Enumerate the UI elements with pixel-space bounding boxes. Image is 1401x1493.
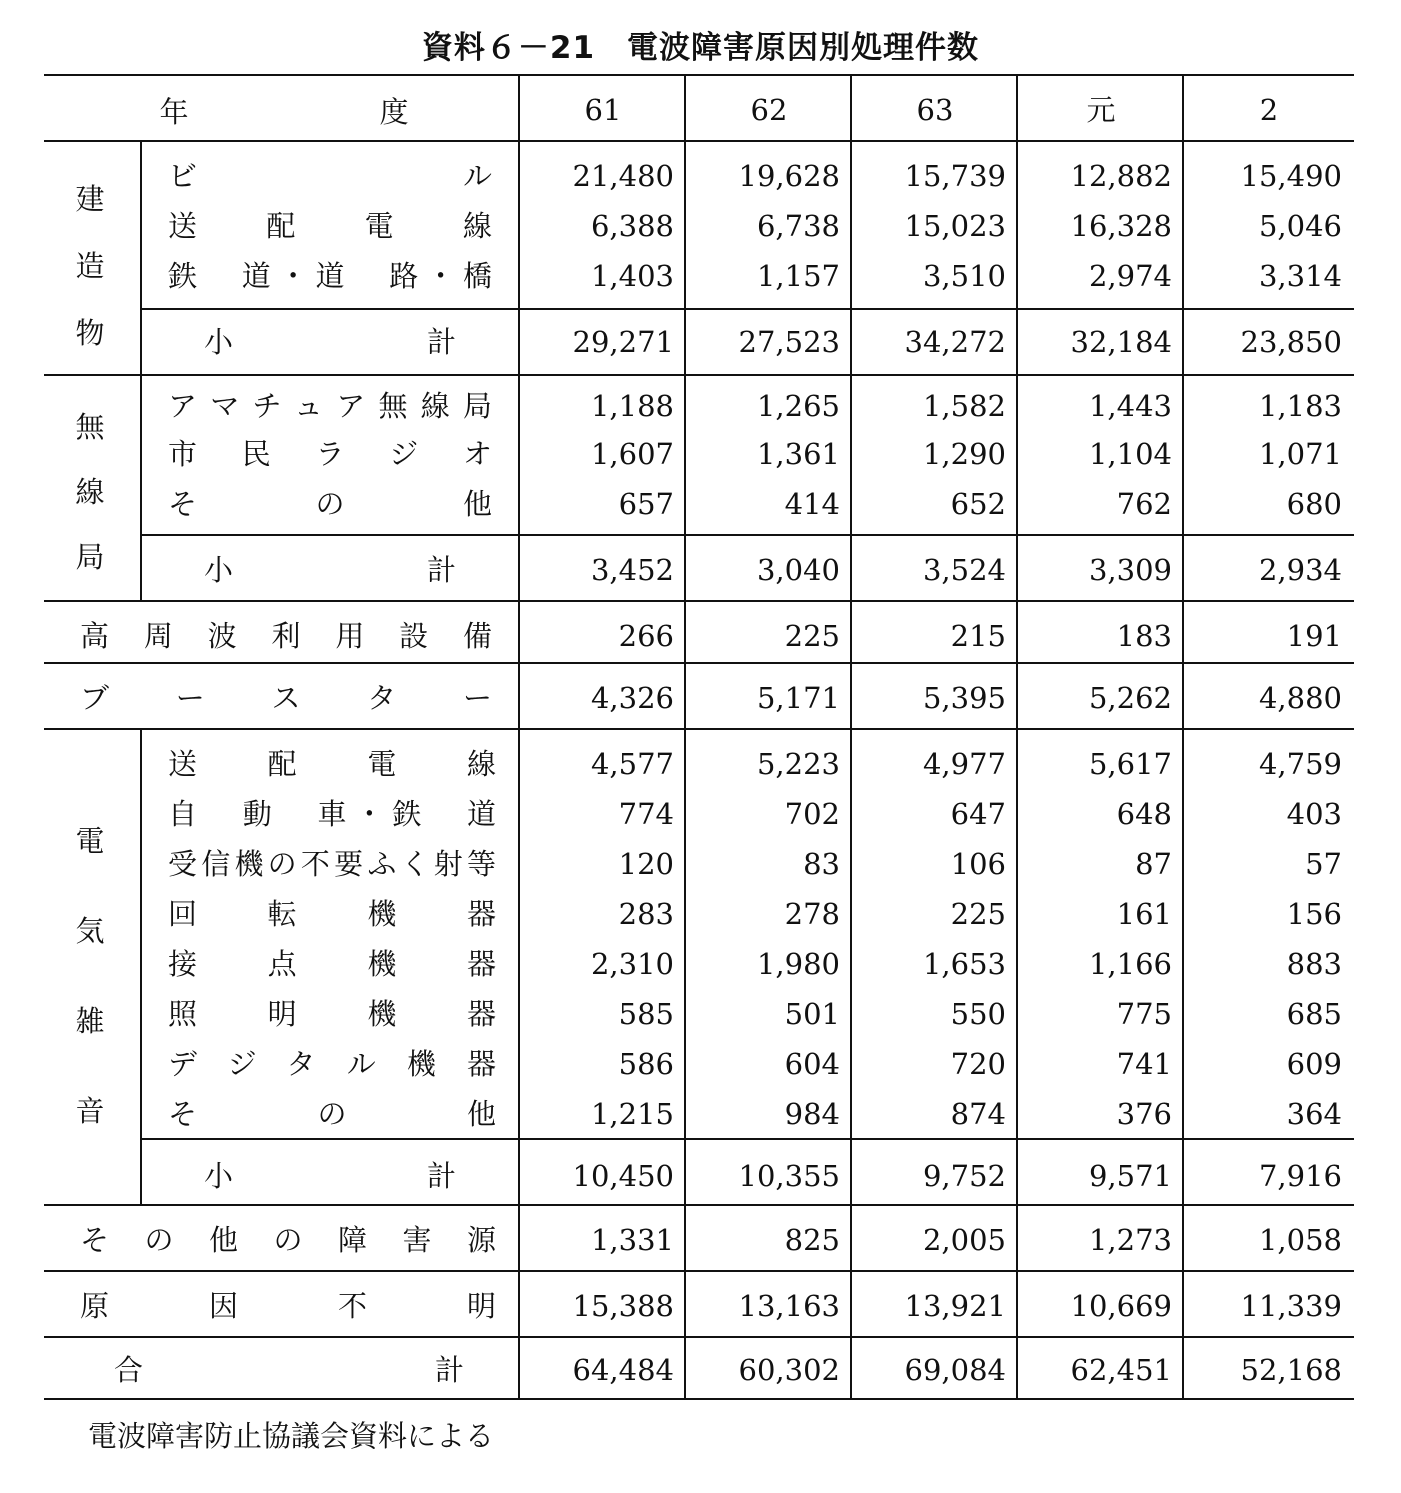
- row-label: 小 計: [204, 553, 456, 587]
- value-cell: 5,617: [1088, 747, 1172, 781]
- value-cell: 657: [618, 487, 674, 521]
- value-cell: 1,582: [922, 389, 1006, 423]
- value-cell: 648: [1116, 797, 1172, 831]
- group-label-char: 建: [75, 182, 105, 217]
- value-cell: 3,524: [922, 553, 1006, 587]
- value-cell: 57: [1305, 847, 1342, 881]
- value-cell: 609: [1286, 1047, 1342, 1081]
- row-label: 自 動 車・鉄 道: [168, 797, 496, 831]
- value-cell: 2,310: [590, 947, 674, 981]
- value-cell: 27,523: [738, 325, 840, 359]
- value-cell: 720: [950, 1047, 1006, 1081]
- value-cell: 64,484: [572, 1353, 674, 1387]
- value-cell: 550: [950, 997, 1006, 1031]
- value-cell: 9,571: [1088, 1159, 1172, 1193]
- rule-line: [44, 1270, 1354, 1272]
- value-cell: 1,653: [922, 947, 1006, 981]
- value-cell: 6,738: [756, 209, 840, 243]
- value-cell: 501: [784, 997, 840, 1031]
- value-cell: 52,168: [1240, 1353, 1342, 1387]
- rule-line: [140, 534, 1354, 536]
- value-cell: 984: [784, 1097, 840, 1131]
- value-cell: 5,262: [1088, 681, 1172, 715]
- value-cell: 10,450: [572, 1159, 674, 1193]
- value-cell: 364: [1286, 1097, 1342, 1131]
- row-label: 市 民 ラ ジ オ: [168, 437, 492, 471]
- value-cell: 3,040: [756, 553, 840, 587]
- group-label-char: 造: [75, 248, 105, 283]
- value-cell: 4,977: [922, 747, 1006, 781]
- data-table: [44, 74, 1354, 1400]
- value-cell: 225: [950, 897, 1006, 931]
- column-line: [1016, 76, 1018, 1398]
- value-cell: 1,443: [1088, 389, 1172, 423]
- value-cell: 21,480: [572, 159, 674, 193]
- value-cell: 2,974: [1088, 259, 1172, 293]
- value-cell: 3,510: [922, 259, 1006, 293]
- value-cell: 1,331: [590, 1223, 674, 1257]
- value-cell: 414: [784, 487, 840, 521]
- value-cell: 278: [784, 897, 840, 931]
- group-label: [70, 796, 110, 1156]
- value-cell: 225: [784, 619, 840, 653]
- value-cell: 10,669: [1070, 1289, 1172, 1323]
- group-label-char: 音: [75, 1094, 105, 1128]
- value-cell: 5,395: [922, 681, 1006, 715]
- value-cell: 10,355: [738, 1159, 840, 1193]
- group-label-char: 線: [75, 474, 105, 509]
- row-label: そ の 他: [168, 487, 492, 521]
- value-cell: 1,166: [1088, 947, 1172, 981]
- header-year: 2: [1259, 93, 1279, 127]
- header-year: 62: [750, 93, 788, 127]
- value-cell: 702: [784, 797, 840, 831]
- value-cell: 585: [618, 997, 674, 1031]
- value-cell: 12,882: [1070, 159, 1172, 193]
- value-cell: 4,326: [590, 681, 674, 715]
- value-cell: 266: [618, 619, 674, 653]
- column-line: [518, 76, 520, 1398]
- column-line: [1182, 76, 1184, 1398]
- column-line: [140, 374, 142, 600]
- value-cell: 183: [1116, 619, 1172, 653]
- row-label: 高周波利用設備: [80, 619, 492, 653]
- group-label-char: 物: [75, 315, 105, 350]
- value-cell: 1,361: [756, 437, 840, 471]
- value-cell: 3,314: [1258, 259, 1342, 293]
- value-cell: 4,759: [1258, 747, 1342, 781]
- rule-line: [44, 140, 1354, 142]
- value-cell: 29,271: [572, 325, 674, 359]
- group-label-char: 気: [75, 914, 105, 948]
- value-cell: 13,921: [904, 1289, 1006, 1323]
- value-cell: 762: [1116, 487, 1172, 521]
- value-cell: 1,273: [1088, 1223, 1172, 1257]
- value-cell: 6,388: [590, 209, 674, 243]
- row-label: 接 点 機 器: [168, 947, 496, 981]
- value-cell: 15,388: [572, 1289, 674, 1323]
- group-label-char: 電: [75, 824, 105, 858]
- row-label: 原 因 不 明: [80, 1289, 496, 1323]
- value-cell: 3,452: [590, 553, 674, 587]
- group-label: [70, 394, 110, 590]
- value-cell: 87: [1135, 847, 1172, 881]
- value-cell: 215: [950, 619, 1006, 653]
- value-cell: 1,157: [756, 259, 840, 293]
- value-cell: 604: [784, 1047, 840, 1081]
- column-line: [140, 140, 142, 374]
- value-cell: 1,215: [590, 1097, 674, 1131]
- value-cell: 16,328: [1070, 209, 1172, 243]
- value-cell: 1,265: [756, 389, 840, 423]
- value-cell: 23,850: [1240, 325, 1342, 359]
- value-cell: 647: [950, 797, 1006, 831]
- value-cell: 1,071: [1258, 437, 1342, 471]
- group-label: [70, 166, 110, 366]
- value-cell: 741: [1116, 1047, 1172, 1081]
- rule-line: [44, 1336, 1354, 1338]
- value-cell: 15,023: [904, 209, 1006, 243]
- value-cell: 69,084: [904, 1353, 1006, 1387]
- row-label: 照 明 機 器: [168, 997, 496, 1031]
- value-cell: 2,934: [1258, 553, 1342, 587]
- value-cell: 376: [1116, 1097, 1172, 1131]
- value-cell: 652: [950, 487, 1006, 521]
- header-year: 63: [916, 93, 954, 127]
- value-cell: 1,980: [756, 947, 840, 981]
- row-label: 合 計: [114, 1353, 464, 1387]
- row-label: そ の 他: [168, 1097, 496, 1131]
- value-cell: 13,163: [738, 1289, 840, 1323]
- value-cell: 1,058: [1258, 1223, 1342, 1257]
- value-cell: 34,272: [904, 325, 1006, 359]
- value-cell: 106: [950, 847, 1006, 881]
- rule-line: [140, 308, 1354, 310]
- rule-line: [44, 600, 1354, 602]
- row-label: ビ ル: [168, 159, 492, 193]
- row-label: 小 計: [204, 325, 456, 359]
- value-cell: 1,104: [1088, 437, 1172, 471]
- row-label: 送 配 電 線: [168, 747, 496, 781]
- value-cell: 3,309: [1088, 553, 1172, 587]
- value-cell: 1,188: [590, 389, 674, 423]
- value-cell: 62,451: [1070, 1353, 1172, 1387]
- row-label: 受信機の不要ふく射等: [168, 847, 496, 881]
- value-cell: 4,577: [590, 747, 674, 781]
- group-label-char: 雑: [75, 1004, 105, 1038]
- footnote: 電波障害防止協議会資料による: [88, 1419, 495, 1453]
- row-label: 回 転 機 器: [168, 897, 496, 931]
- value-cell: 5,223: [756, 747, 840, 781]
- value-cell: 5,046: [1258, 209, 1342, 243]
- page-title: 資料６－21 電波障害原因別処理件数: [421, 30, 980, 66]
- header-year-label: 年: [159, 95, 189, 129]
- group-label-char: 無: [75, 409, 105, 444]
- value-cell: 2,005: [922, 1223, 1006, 1257]
- row-label: デジタル機器: [168, 1047, 496, 1081]
- value-cell: 156: [1286, 897, 1342, 931]
- value-cell: 883: [1286, 947, 1342, 981]
- rule-line: [140, 1138, 1354, 1140]
- value-cell: 1,183: [1258, 389, 1342, 423]
- value-cell: 403: [1286, 797, 1342, 831]
- value-cell: 161: [1116, 897, 1172, 931]
- column-line: [684, 76, 686, 1398]
- value-cell: 680: [1286, 487, 1342, 521]
- value-cell: 15,739: [904, 159, 1006, 193]
- value-cell: 191: [1286, 619, 1342, 653]
- header-year: 61: [584, 93, 622, 127]
- value-cell: 1,403: [590, 259, 674, 293]
- header-year: 元: [1086, 93, 1116, 127]
- value-cell: 60,302: [738, 1353, 840, 1387]
- rule-line: [44, 662, 1354, 664]
- value-cell: 1,290: [922, 437, 1006, 471]
- value-cell: 874: [950, 1097, 1006, 1131]
- value-cell: 5,171: [756, 681, 840, 715]
- row-label: 送 配 電 線: [168, 209, 492, 243]
- rule-line: [44, 728, 1354, 730]
- column-line: [850, 76, 852, 1398]
- value-cell: 586: [618, 1047, 674, 1081]
- row-label: 鉄 道・道 路・橋: [168, 259, 492, 293]
- rule-line: [44, 1204, 1354, 1206]
- value-cell: 283: [618, 897, 674, 931]
- row-label: 小 計: [204, 1159, 456, 1193]
- value-cell: 32,184: [1070, 325, 1172, 359]
- value-cell: 9,752: [922, 1159, 1006, 1193]
- value-cell: 15,490: [1240, 159, 1342, 193]
- value-cell: 11,339: [1240, 1289, 1342, 1323]
- value-cell: 774: [618, 797, 674, 831]
- value-cell: 83: [803, 847, 840, 881]
- row-label: ブ ー ス タ ー: [80, 681, 492, 715]
- value-cell: 7,916: [1258, 1159, 1342, 1193]
- value-cell: 685: [1286, 997, 1342, 1031]
- value-cell: 120: [618, 847, 674, 881]
- group-label-char: 局: [75, 540, 105, 575]
- value-cell: 1,607: [590, 437, 674, 471]
- value-cell: 775: [1116, 997, 1172, 1031]
- row-label: アマチュア無線局: [168, 389, 492, 423]
- value-cell: 19,628: [738, 159, 840, 193]
- rule-line: [44, 374, 1354, 376]
- header-year-label: 度: [379, 95, 409, 129]
- value-cell: 4,880: [1258, 681, 1342, 715]
- column-line: [140, 728, 142, 1204]
- value-cell: 825: [784, 1223, 840, 1257]
- row-label: その他の障害源: [80, 1223, 496, 1257]
